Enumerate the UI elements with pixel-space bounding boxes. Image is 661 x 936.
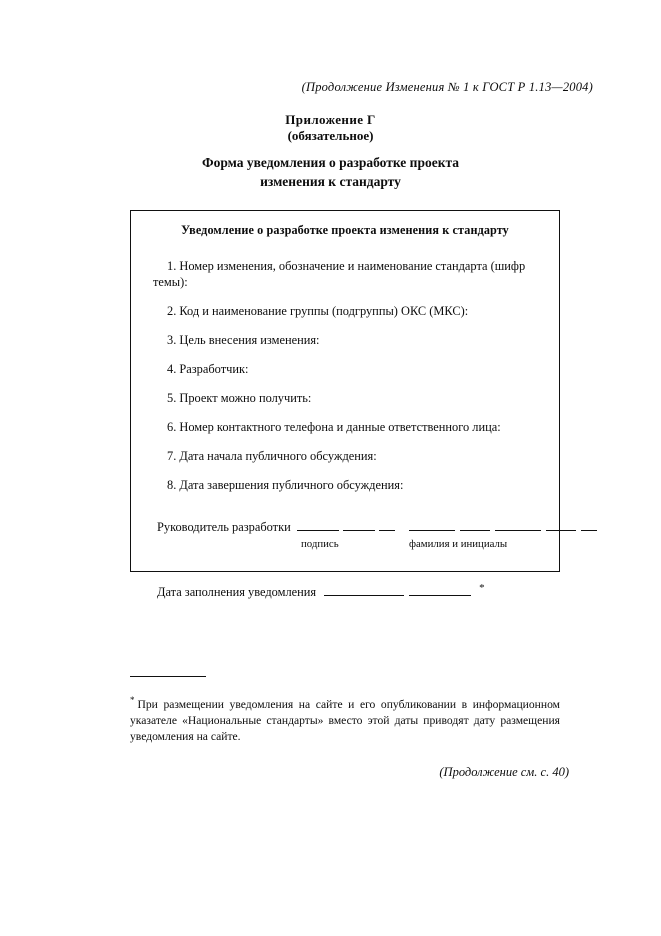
form-item: 4. Разработчик: — [167, 362, 249, 376]
signature-row — [131, 519, 559, 535]
form-box-title: Уведомление о разработке проекта изменения к стандарту — [181, 223, 509, 237]
form-items-list — [131, 258, 559, 493]
name-blank-line — [546, 519, 576, 531]
form-heading — [0, 153, 661, 191]
signature-blank-line — [343, 519, 375, 531]
form-item: 2. Код и наименование группы (подгруппы) ОКС (МКС): — [167, 304, 469, 318]
signature-captions — [131, 538, 559, 554]
footnote-marker: * — [130, 695, 135, 705]
header-continuation-note: (Продолжение Изменения № 1 к ГОСТ Р 1.13—2004) — [301, 80, 593, 94]
form-item: 7. Дата начала публичного обсуждения: — [167, 449, 377, 463]
date-blank-line — [324, 584, 404, 596]
date-row — [131, 582, 559, 600]
signature-caption-name: фамилия и инициалы — [409, 538, 508, 550]
signature-label: Руководитель разработки — [157, 520, 291, 534]
date-label: Дата заполнения уведомления — [157, 585, 317, 600]
footnote-divider — [130, 676, 206, 677]
form-item: 5. Проект можно получить: — [167, 391, 312, 405]
appendix-block — [0, 112, 661, 144]
name-blank-line — [409, 519, 455, 531]
form-heading-line-1: Форма уведомления о разработке проекта — [201, 155, 460, 170]
name-blank-line — [581, 519, 597, 531]
appendix-subtitle: (обязательное) — [287, 128, 374, 143]
footnote — [130, 692, 560, 745]
signature-blank-line — [379, 519, 395, 531]
signature-caption-signature: подпись — [301, 538, 339, 550]
form-item: 1. Номер изменения, обозначение и наименование стандарта (шифр темы): — [153, 259, 526, 289]
notification-form-box — [130, 210, 560, 600]
signature-blank-line — [297, 519, 339, 531]
appendix-title: Приложение Г — [285, 112, 376, 127]
footnote-text: При размещении уведомления на сайте и его опубликовании в информационном указателе «Национальные стандарты» вместо этой даты приводят дату размещения уведомления на сайте. — [130, 697, 560, 743]
name-blank-line — [460, 519, 490, 531]
form-item: 3. Цель внесения изменения: — [167, 333, 320, 347]
date-blank-line — [409, 584, 471, 596]
form-heading-line-2: изменения к стандарту — [260, 174, 401, 189]
name-blank-line — [495, 519, 541, 531]
continuation-note: (Продолжение см. с. 40) — [439, 765, 569, 779]
form-item: 6. Номер контактного телефона и данные ответственного лица: — [167, 420, 501, 434]
form-item: 8. Дата завершения публичного обсуждения: — [167, 478, 404, 492]
date-footnote-marker: * — [479, 582, 485, 594]
